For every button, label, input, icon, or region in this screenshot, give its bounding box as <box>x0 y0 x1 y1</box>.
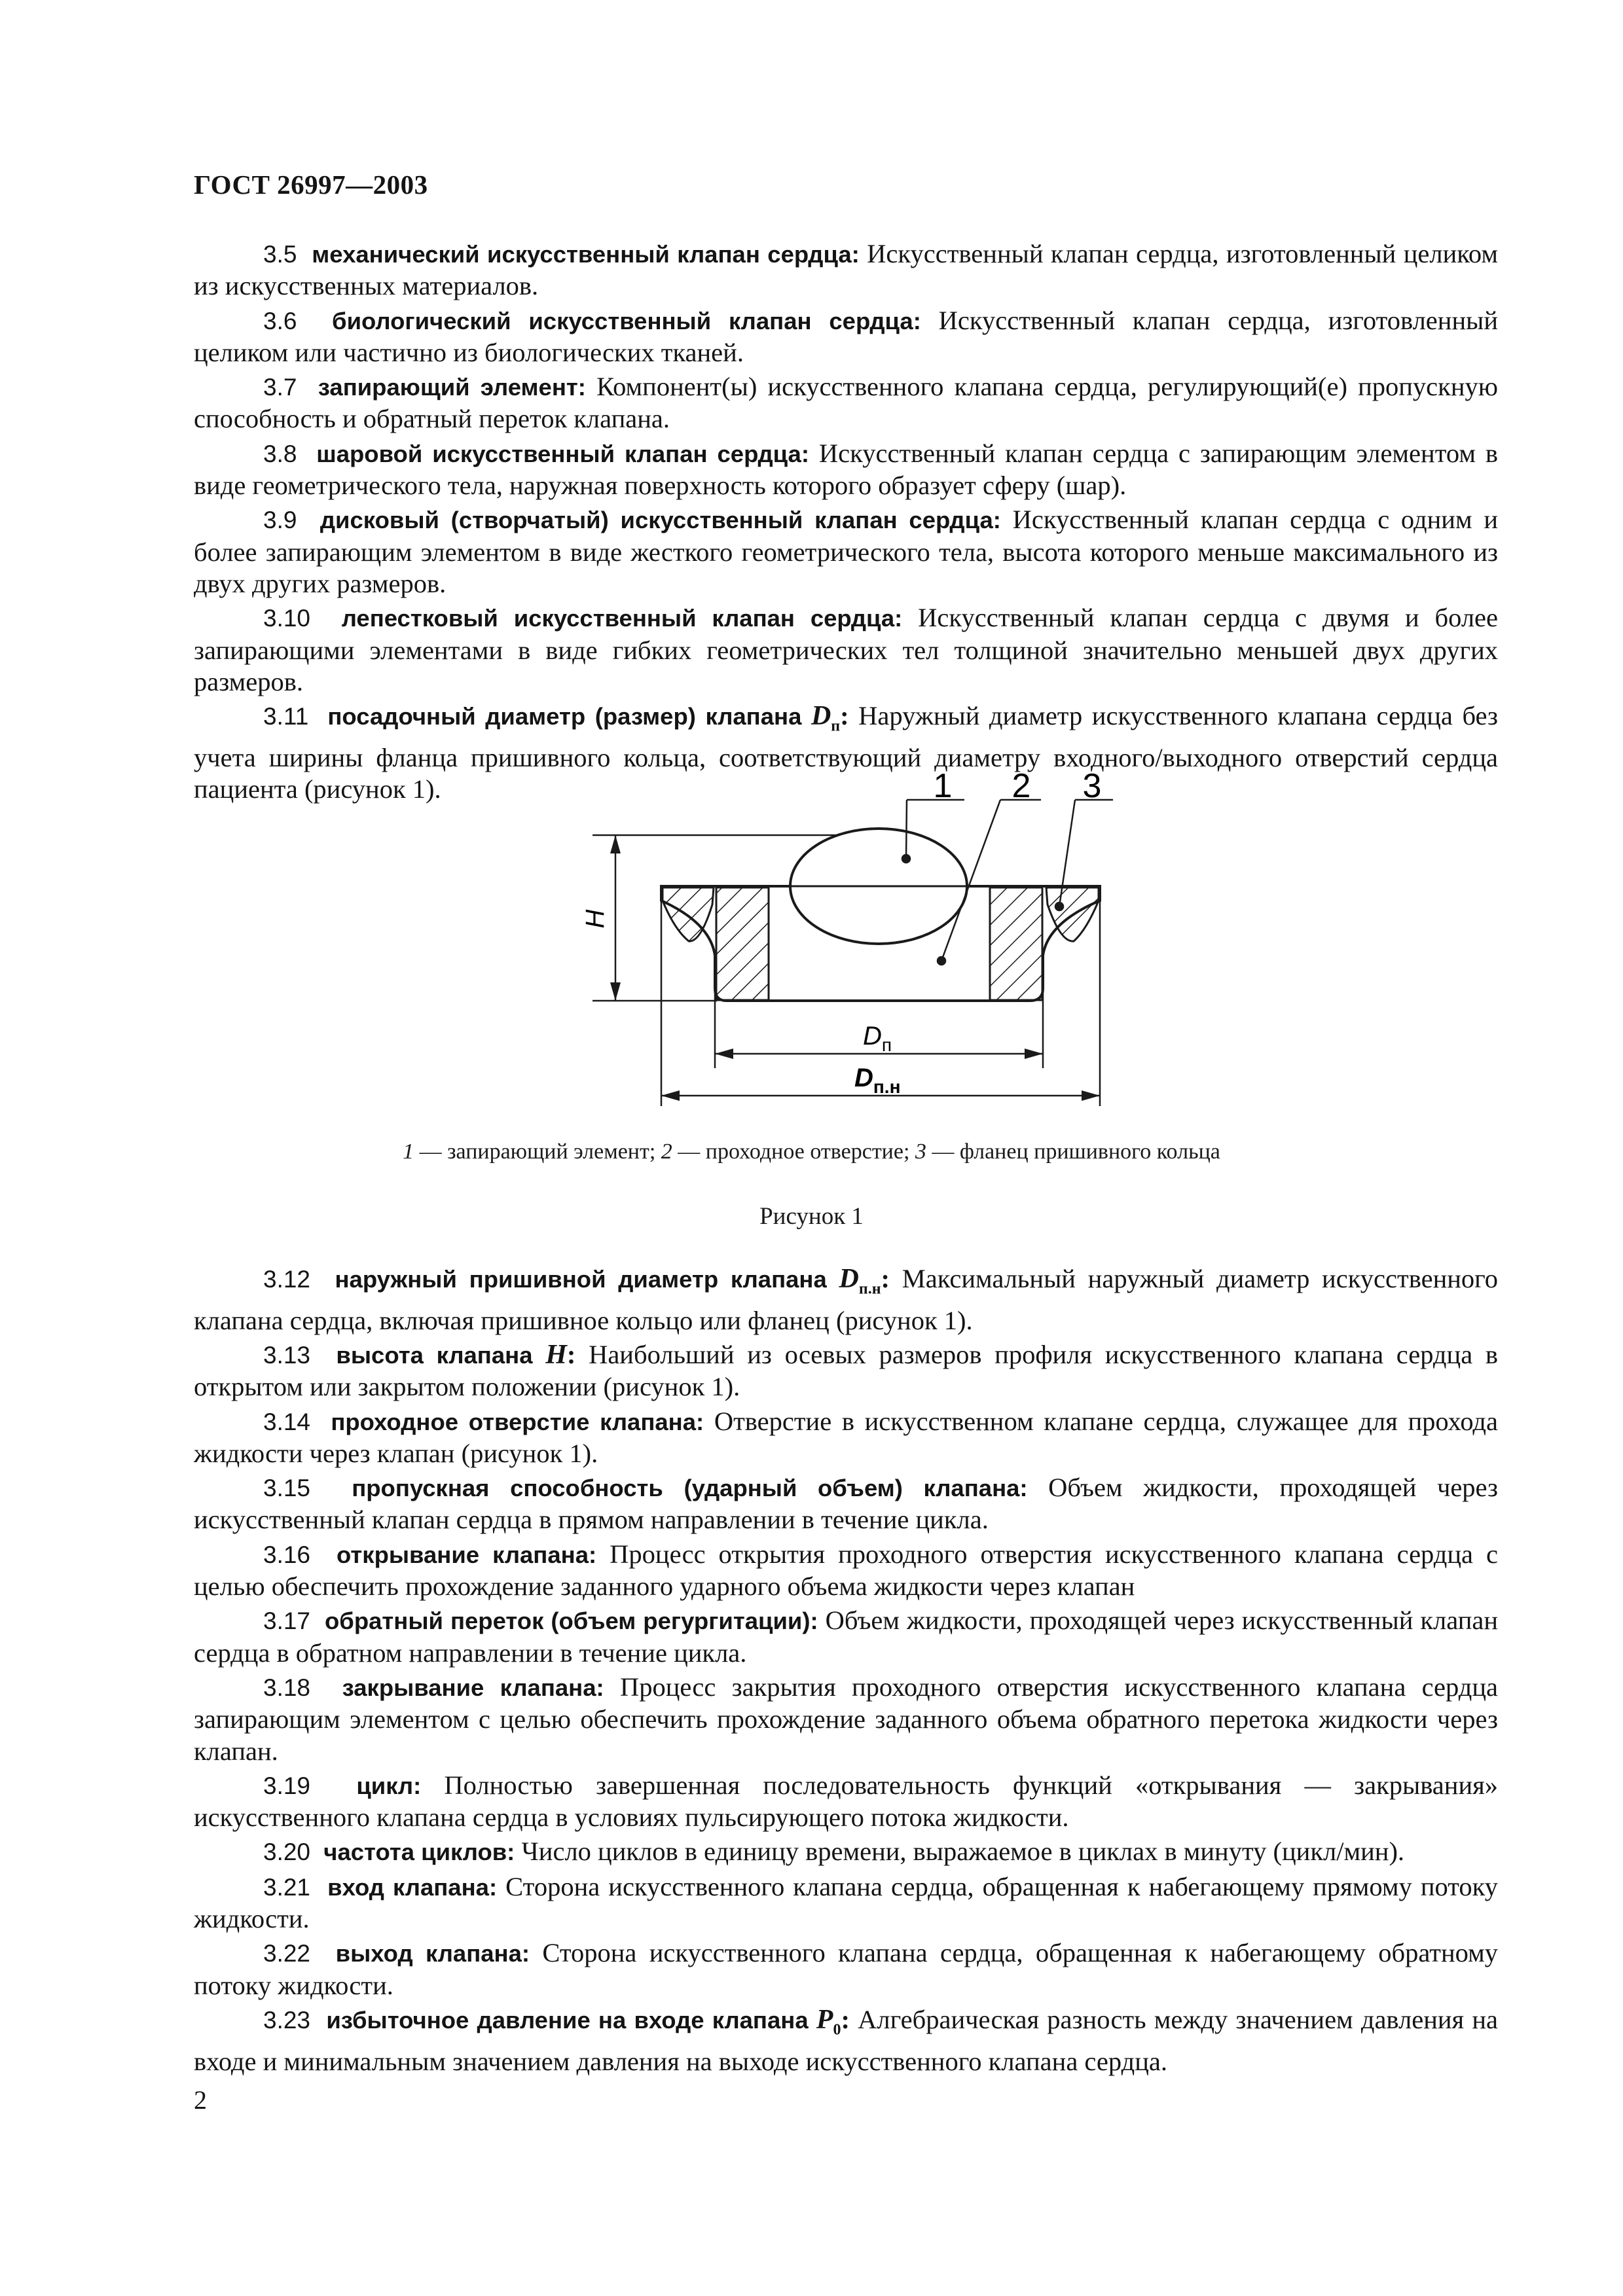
item-text: Искусственный клапан сердца с двумя и более запирающими элементами в виде гибких геометрических тел толщиной значительно меньшей двух других размеров. <box>194 603 1499 696</box>
definition-item <box>194 1937 1498 2001</box>
definition-item <box>194 1836 1498 1868</box>
label-dp: $D_п$ <box>863 1022 892 1055</box>
item-text: Число циклов в единицу времени, выражаемое в циклах в минуту (цикл/мин). <box>515 1837 1405 1867</box>
callout-1: 1 <box>933 767 953 805</box>
item-text: Объем жидкости, проходящей через искусственный клапан сердца в обратном направлении в течение цикла. <box>194 1605 1499 1668</box>
definition-item <box>194 1406 1498 1470</box>
item-number: 3.5 <box>263 241 297 268</box>
item-term: биологический искусственный клапан сердца: <box>332 307 921 334</box>
item-term: посадочный диаметр (размер) клапана <box>327 703 802 730</box>
item-number: 3.6 <box>263 307 297 334</box>
item-number: 3.19 <box>263 1772 311 1799</box>
item-term: закрывание клапана: <box>342 1674 604 1701</box>
definition-item: 3.12 наружный пришивной диаметр клапана $D_{п.н}$: Максимальный наружный диаметр искусственного клапана сердца, включая пришивное кольцо или фланец (рисунок 1). <box>194 1264 1499 1335</box>
definition-item: 3.23 избыточное давление на входе клапана $P_0$: Алгебраическая разность между значением давления на входе и минимальным значением давления на выходе искусственного клапана сердца. <box>194 2004 1498 2076</box>
item-term: вход клапана: <box>327 1873 498 1901</box>
item-text: Компонент(ы) искусственного клапана сердца, регулирующий(е) пропускную способность и обратный переток клапана. <box>194 372 1498 434</box>
item-text: Наибольший из осевых размеров профиля искусственного клапана сердца в открытом или закрытом положении (рисунок 1). <box>194 1339 1498 1402</box>
item-term: обратный переток (объем регургитации): <box>324 1607 818 1635</box>
page-number: 2 <box>194 2085 207 2115</box>
item-text: Сторона искусственного клапана сердца, обращенная к набегающему прямому потоку жидкости. <box>194 1871 1499 1934</box>
item-number: 3.17 <box>263 1607 311 1635</box>
item-text: Алгебраическая разность между значением давления на входе и минимальным значением давления на выходе искусственного клапана сердца. <box>194 2004 1498 2076</box>
item-text: Наружный диаметр искусственного клапана сердца без учета ширины фланца пришивного кольца, соответствующий диаметру входного/выходного отверстий сердца пациента (рисунок 1). <box>194 701 1499 804</box>
item-text: Отверстие в искусственном клапане сердца, служащее для прохода жидкости через клапан (рисунок 1). <box>194 1406 1498 1468</box>
definition-item: 3.11 посадочный диаметр (размер) клапана $D_п$: Наружный диаметр искусственного клапана сердца без учета ширины фланца пришивного кольца, соответствующий диаметру входного/выходного отверстий сердца пациента (рисунок 1). <box>194 701 1499 804</box>
item-term: частота циклов: <box>323 1839 515 1866</box>
item-number: 3.7 <box>263 374 297 401</box>
definition-item <box>194 1770 1498 1834</box>
item-term: цикл: <box>356 1772 422 1799</box>
label-dpn: $D_{п.н}$ <box>854 1064 901 1097</box>
item-number: 3.15 <box>263 1475 311 1502</box>
figure-title: Рисунок 1 <box>759 1203 864 1230</box>
item-number: 3.13 <box>263 1341 311 1369</box>
item-symbol: H <box>545 1339 567 1370</box>
item-number: 3.22 <box>263 1940 311 1967</box>
item-text: Максимальный наружный диаметр искусственного клапана сердца, включая пришивное кольцо или фланец (рисунок 1). <box>194 1264 1499 1335</box>
item-number: 3.16 <box>263 1541 311 1568</box>
item-text: Искусственный клапан сердца, изготовленный целиком или частично из биологических тканей. <box>194 305 1498 367</box>
item-number: 3.18 <box>263 1674 311 1701</box>
item-term: запирающий элемент: <box>318 374 586 401</box>
definition-item <box>194 1605 1498 1669</box>
item-symbol: $D_п$ <box>811 701 841 735</box>
item-number: 3.8 <box>263 440 297 467</box>
item-term: избыточное давление на входе клапана <box>326 2006 809 2034</box>
item-text: Искусственный клапан сердца с запирающим элементом в виде геометрического тела, наружная поверхность которого образует сферу (шар). <box>194 438 1499 501</box>
item-number: 3.9 <box>263 507 297 534</box>
item-text: Процесс открытия проходного отверстия искусственного клапана сердца с целью обеспечить прохождение заданного ударного объема жидкости через клапан <box>194 1539 1499 1602</box>
definitions-lower <box>194 1263 1498 2077</box>
item-number: 3.10 <box>263 605 311 632</box>
definition-item: 3.13 высота клапана H: Наибольший из осевых размеров профиля искусственного клапана сердца в открытом или закрытом положении (рисунок 1). <box>194 1339 1498 1402</box>
definition-item <box>194 1871 1498 1935</box>
item-term: наружный пришивной диаметр клапана <box>335 1266 827 1293</box>
item-number: 3.23 <box>263 2006 311 2034</box>
definition-item <box>194 1672 1498 1767</box>
item-text: Процесс закрытия проходного отверстия искусственного клапана сердца запирающим элементом с целью обеспечить прохождение заданного объема обратного перетока жидкости через клапан. <box>194 1672 1499 1766</box>
item-number: 3.20 <box>263 1839 311 1866</box>
item-term: проходное отверстие клапана: <box>331 1408 704 1435</box>
item-term: пропускная способность (ударный объем) клапана: <box>352 1475 1028 1502</box>
item-term: дисковый (створчатый) искусственный клапан сердца: <box>319 507 1001 534</box>
item-number: 3.12 <box>263 1266 311 1293</box>
definition-item <box>194 1539 1498 1603</box>
item-term: лепестковый искусственный клапан сердца: <box>341 605 903 632</box>
item-text: Искусственный клапан сердца, изготовленный целиком из искусственных материалов. <box>194 239 1498 301</box>
callout-3: 3 <box>1082 767 1102 805</box>
height-label: H <box>581 909 610 929</box>
item-term: механический искусственный клапан сердца: <box>312 241 860 268</box>
item-number: 3.21 <box>263 1873 311 1901</box>
definition-item <box>194 1472 1498 1536</box>
item-term: шаровой искусственный клапан сердца: <box>316 440 809 467</box>
item-text: Искусственный клапан сердца с одним и более запирающим элементом в виде жесткого геометрического тела, высота которого меньше максимального из двух других размеров. <box>194 505 1498 598</box>
item-term: выход клапана: <box>335 1940 530 1967</box>
item-symbol: $D_{п.н}$ <box>839 1264 881 1298</box>
item-symbol: $P_0$ <box>816 2004 841 2039</box>
item-text: Объем жидкости, проходящей через искусственный клапан сердца в прямом направлении в течение цикла. <box>194 1473 1499 1535</box>
item-number: 3.11 <box>263 703 309 730</box>
figure-legend: 1 — запирающий элемент; 2 — проходное отверстие; 3 — фланец пришивного кольца <box>403 1139 1220 1164</box>
item-term: открывание клапана: <box>337 1541 597 1568</box>
item-number: 3.14 <box>263 1408 311 1435</box>
item-term: высота клапана <box>336 1341 533 1369</box>
item-text: Сторона искусственного клапана сердца, обращенная к набегающему обратному потоку жидкости. <box>194 1938 1499 2000</box>
item-text: Полностью завершенная последовательность функций «открывания — закрывания» искусственного клапана сердца в условиях пульсирующего потока жидкости. <box>194 1770 1498 1833</box>
document-code: ГОСТ 26997—2003 <box>194 170 428 200</box>
callout-2: 2 <box>1012 767 1031 805</box>
